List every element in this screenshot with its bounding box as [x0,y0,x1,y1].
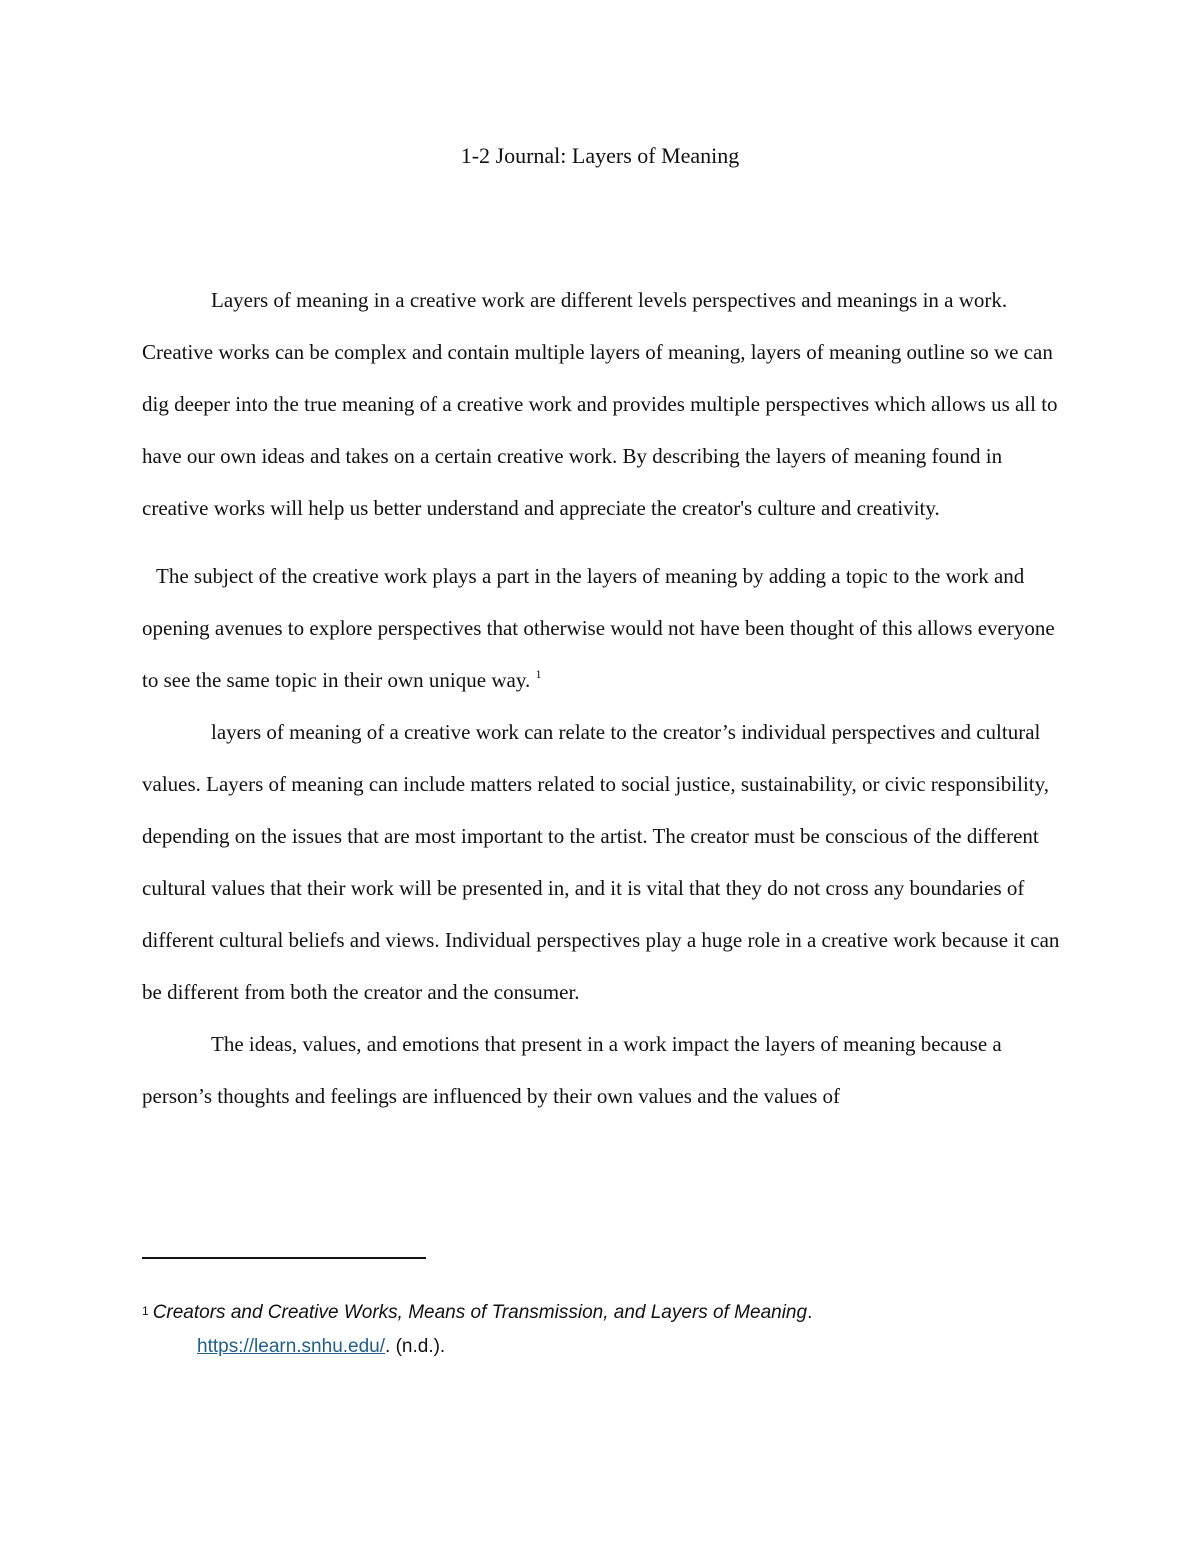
paragraph-2 [142,550,1062,706]
paragraph-1: Layers of meaning in a creative work are different levels perspectives and meanings in a work. Creative works can be complex and contain multiple layers of meaning, layers of meaning outline so we can dig deeper into the true meaning of a creative work and provides multiple perspectives which allows us all to have our own ideas and takes on a certain creative work. By describing the layers of meaning found in creative works will help us better understand and appreciate the creator's culture and creativity. [142,288,1058,520]
paragraph-3: layers of meaning of a creative work can relate to the creator’s individual perspectives and cultural values. Layers of meaning can include matters related to social justice, sustainability, or civic responsibility, depending on the issues that are most important to the artist. The creator must be conscious of the different cultural values that their work will be presented in, and it is vital that they do not cross any boundaries of different cultural beliefs and views. Individual perspectives play a huge role in a creative work because it can be different from both the creator and the consumer. [142,720,1060,1004]
footnote-line-2 [142,1330,1062,1364]
footnote-suffix: . (n.d.). [385,1336,446,1357]
document-title: 1-2 Journal: Layers of Meaning [460,143,740,168]
paragraph-2-text: The subject of the creative work plays a part in the layers of meaning by adding a topic to the work and opening avenues to explore perspectives that otherwise would not have been thought of this allows everyone to see the same topic in their own unique way. [142,564,1055,692]
document-body [142,274,1062,1122]
footnote-reference[interactable]: 1 [535,667,542,681]
footnote-title-suffix: . [807,1302,813,1323]
footnote-title: Creators and Creative Works, Means of Transmission, and Layers of Meaning [152,1302,808,1323]
footnote-number: 1 [142,1304,149,1318]
footnote-separator [142,1257,426,1259]
paragraph-4: The ideas, values, and emotions that present in a work impact the layers of meaning because a person’s thoughts and feelings are influenced by their own values and the values of [142,1032,1002,1108]
footnote [142,1296,1062,1364]
footnote-line-1 [142,1296,1062,1330]
footnote-link[interactable]: https://learn.snhu.edu/ [197,1336,386,1357]
